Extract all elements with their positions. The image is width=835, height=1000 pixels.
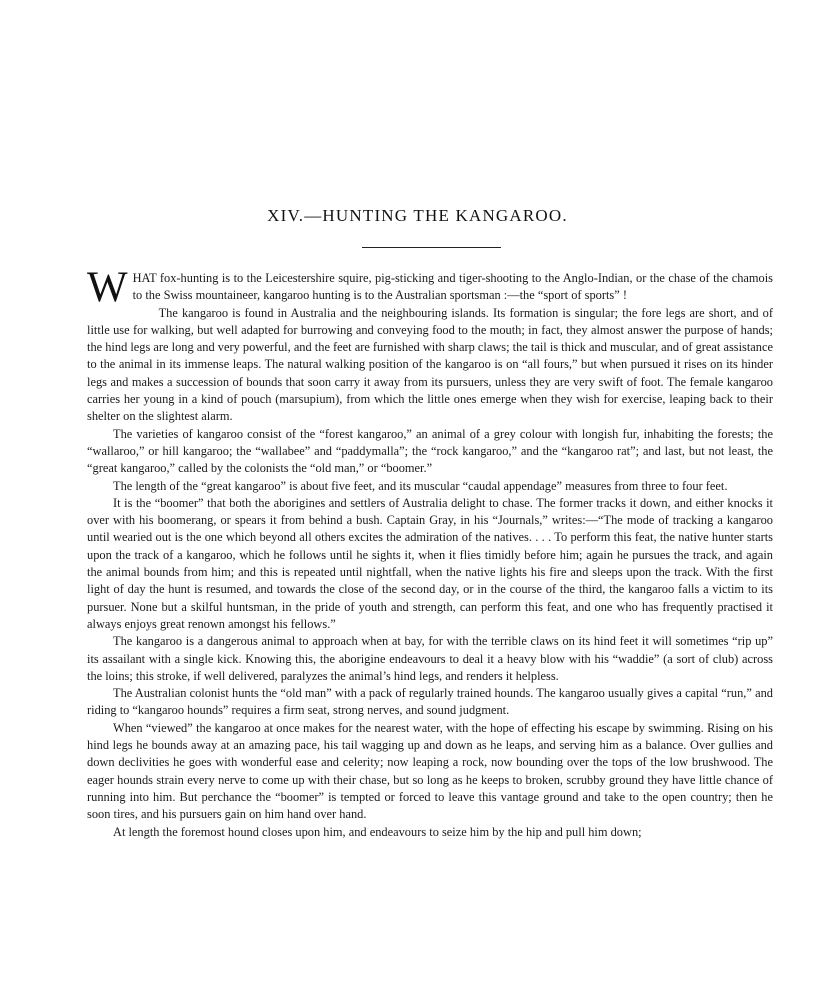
title-rule — [362, 247, 501, 248]
paragraph-text: HAT fox-hunting is to the Leicestershire squire, pig-sticking and tiger-shooting to the Anglo-Indian, or the chase of the chamois to the Swiss mountaineer, kangaroo hunting is to the Australian sportsman :—the “sport of sports” ! — [132, 271, 773, 303]
paragraph: The varieties of kangaroo consist of the “forest kangaroo,” an animal of a grey colour with longish fur, inhabiting the forests; the “wallaroo,” or hill kangaroo; the “wallabee” and “paddymalla”; the “rock kangaroo,” and the “kangaroo rat”; and last, but not least, the “great kangaroo,” called by the colonists the “old man,” or “boomer.” — [87, 426, 773, 476]
article-body — [87, 264, 773, 841]
paragraph: The kangaroo is a dangerous animal to approach when at bay, for with the terrible claws on its hind feet it will sometimes “rip up” its assailant with a single kick. Knowing this, the aborigine endeavours to deal it a heavy blow with his “waddie” (a sort of club) across the loins; this stroke, if well delivered, paralyzes the animal’s hind legs, and renders it helpless. — [87, 634, 773, 683]
paragraph-intro — [87, 264, 773, 311]
paragraph: When “viewed” the kangaroo at once makes for the nearest water, with the hope of effecting his escape by swimming. Rising on his hind legs he bounds away at an amazing pace, his tail wagging up and down as he leaps, and serving him as a balance. Over gullies and down declivities he goes with wonderful ease and celerity; now leaping a rock, now bounding over the tops of the low brushwood. The eager hounds strain every nerve to come up with their chase, but so long as he keeps to broken, scrubby ground they have little chance of running into him. But perchance the “boomer” is tempted or forced to leave this vantage ground and take to the open country; then he soon tires, and his pursuers gain on him hand over hand. — [87, 720, 773, 822]
page-title: XIV.—HUNTING THE KANGAROO. — [267, 206, 568, 225]
paragraph: The length of the “great kangaroo” is about five feet, and its muscular “caudal appendage” measures from three to four feet. — [113, 478, 728, 493]
paragraph: It is the “boomer” that both the aborigines and settlers of Australia delight to chase. The former tracks it down, and either knocks it over with his boomerang, or spears it from behind a bush. Captain Gray, in his “Journals,” writes:—“The mode of tracking a kangaroo until wearied out is the one which beyond all others excites the admiration of the natives. . . . To perform this feat, the native hunter starts upon the track of a kangaroo, which he follows until he sights it, when it flies timidly before him; again he pursues the track, and again the animal bounds from him; and this is repeated until nightfall, when the native lights his fire and sleeps upon the track. With the first light of day the hunt is resumed, and towards the close of the second day, or in the course of the third, the kangaroo falls a victim to its pursuer. None but a skilful huntsman, in the pride of youth and strength, can perform this feat, and one who has frequently practised it always enjoys great renown amongst his fellows.” — [87, 495, 773, 631]
drop-cap: W — [87, 264, 128, 311]
paragraph: The kangaroo is found in Australia and the neighbouring islands. Its formation is singular; the fore legs are short, and of little use for walking, but well adapted for burrowing and conveying food to the mouth; in fact, they almost answer the purpose of hands; the hind legs are long and very powerful, and the feet are furnished with sharp claws; the tail is thick and muscular, and of great assistance to the animal in its immense leaps. The natural walking position of the kangaroo is on “all fours,” but when pursued it rises on its hinder legs and makes a succession of bounds that soon carry it away from its pursuers, unless they are very swift of foot. The female kangaroo carries her young in a kind of pouch (marsupium), from which the little ones emerge when they wish for exercise, leaping back to their shelter on the slightest alarm. — [87, 305, 773, 424]
paragraph: At length the foremost hound closes upon him, and endeavours to seize him by the hip and pull him down; — [113, 824, 642, 839]
paragraph: The Australian colonist hunts the “old man” with a pack of regularly trained hounds. The kangaroo usually gives a capital “run,” and riding to “kangaroo hounds” requires a firm seat, strong nerves, and sound judgment. — [87, 686, 773, 718]
